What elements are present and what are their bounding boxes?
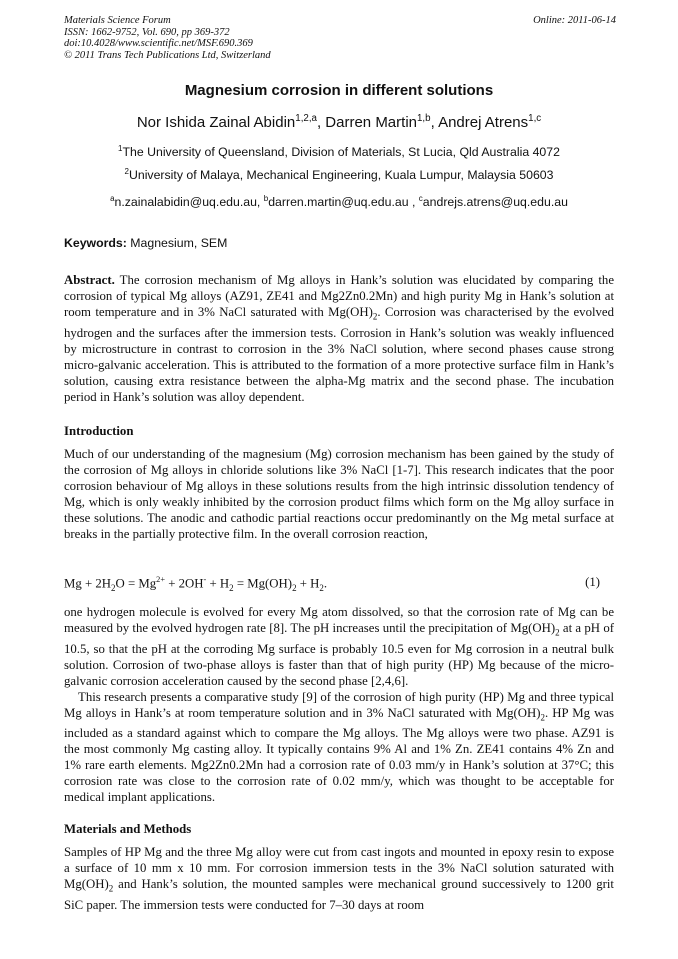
email-mark: c	[418, 194, 423, 203]
affiliation-mark: 2	[124, 167, 129, 176]
affiliation-text: The University of Queensland, Division of Materials, St Lucia, Qld Australia 4072	[122, 145, 560, 160]
page-header	[64, 15, 616, 61]
copyright-line: © 2011 Trans Tech Publications Ltd, Switzerland	[64, 49, 271, 61]
paragraph-text: Much of our understanding of the magnesium (Mg) corrosion mechanism has been gained by the study of the corrosion of Mg alloys in chloride solutions like 3% NaCl [1-7]. This research indicates that the poor corrosion behaviour of Mg alloys in these solutions results from the high intrinsic dissolution tendency of Mg, which is only weakly inhibited by the corrosion product films which form on the Mg alloy surface in these solutions. The anodic and cathodic partial reactions occur predominantly on the Mg metal surface at breaks in the partially protective film. In the overall corrosion reaction,	[64, 447, 614, 541]
author-name: Darren Martin	[325, 114, 417, 131]
paragraph-text: one hydrogen molecule is evolved for every Mg atom dissolved, so that the corrosion rate of Mg can be measured by the evolved hydrogen rate [8]. The pH increases until the precipitation of $Mg(OH)_2$ at a pH of 10.5, so that the pH at the corroding Mg surface is probably 10.5 even for Mg corrosion in a neutral bulk solution. Corrosion of two-phase alloys is faster than that of high purity (HP) Mg because of the micro-galvanic corrosion acceleration caused by the second phase [2,4,6].	[64, 605, 614, 688]
author-affiliation-mark: 1,c	[528, 113, 542, 124]
equation-1: $Mg + 2H_2O = Mg^{2+} + 2OH^- + H_2 = Mg(OH)_2 + H_2$. (1)	[64, 575, 600, 593]
introduction-continuation	[64, 604, 614, 805]
email-list	[0, 194, 678, 209]
issn-line: ISSN: 1662-9752, Vol. 690, pp 369-372	[64, 26, 230, 38]
author-affiliation-mark: 1,b	[417, 113, 431, 124]
abstract-label: Abstract.	[64, 273, 115, 287]
author-name: Andrej Atrens	[438, 114, 529, 131]
email-mark: b	[263, 194, 269, 203]
keywords	[64, 236, 227, 250]
author-name: Nor Ishida Zainal Abidin	[136, 114, 296, 131]
author-affiliation-mark: 1,2,a	[295, 113, 317, 124]
email-address: darren.martin@uq.edu.au ,	[268, 195, 416, 210]
introduction-paragraph	[64, 446, 614, 542]
affiliation-2	[0, 167, 678, 182]
equation-number: (1)	[585, 575, 600, 589]
section-heading-methods: Materials and Methods	[64, 822, 192, 836]
journal-name: Materials Science Forum	[64, 15, 171, 26]
paper-title: Magnesium corrosion in different solutions	[184, 82, 494, 99]
author-list: Nor Ishida Zainal Abidin$^{1,2,a}$, Darren Martin$^{1,b}$, Andrej Atrens$^{1,c}$	[136, 113, 542, 131]
affiliation-mark: 1	[118, 144, 123, 153]
section-heading-introduction: Introduction	[64, 424, 134, 438]
email-address: andrejs.atrens@uq.edu.au	[422, 195, 568, 210]
paragraph-text: This research presents a comparative study [9] of the corrosion of high purity (HP) Mg and three typical Mg alloys in Hank’s at room temperature solution and in 3% NaCl saturated with $Mg(OH)_2$. HP Mg was included as a standard against which to compare the Mg alloys. The Mg alloys were two phase. AZ91 is the most commonly Mg casting alloy. It typically contains 9% Al and 1% Zn. ZE41 contains 4% Zn and 1% rare earth elements. Mg2Zn0.2Mn had a corrosion rate of 0.03 mm/y in Hank’s solution at 37°C; this corrosion rate was close to the corrosion rate of 0.02 mm/y, which was thought to be acceptable for medical implant applications.	[64, 689, 615, 805]
subscript: 2	[372, 311, 378, 322]
keywords-label: Keywords:	[64, 236, 127, 250]
email-address: n.zainalabidin@uq.edu.au,	[114, 195, 261, 210]
online-date: Online: 2011-06-14	[533, 15, 616, 26]
abstract-text: . Corrosion was characterised by the evolved hydrogen and the surfaces after the immersion tests. Corrosion in Hank’s solution was weakly influenced by microstructure in contrast to corrosion in the 3% NaCl solution, where second phases cause strong micro-galvanic acceleration. This is attributed to the formation of a more protective surface film in Hank’s solution, causing extra resistance between the alpha-Mg matrix and the second phase. The incubation period in Hank’s solution was alloy dependent.	[64, 305, 614, 404]
affiliation-text: University of Malaya, Mechanical Engineering, Kuala Lumpur, Malaysia 50603	[128, 168, 554, 183]
affiliation-1	[0, 144, 678, 159]
email-mark: a	[110, 194, 115, 203]
abstract	[64, 272, 614, 405]
keywords-text: Magnesium, SEM	[130, 236, 228, 250]
doi-line: doi:10.4028/www.scientific.net/MSF.690.369	[64, 38, 253, 49]
methods-paragraph	[64, 844, 614, 913]
abstract-text: The corrosion mechanism of Mg alloys in Hank’s solution was elucidated by comparing the corrosion of typical Mg alloys (AZ91, ZE41 and Mg2Zn0.2Mn) and high purity Mg in Hank’s solution at room temperature and in 3% NaCl saturated with Mg(OH)	[64, 273, 614, 319]
paragraph-text: Samples of HP Mg and the three Mg alloy were cut from cast ingots and mounted in epoxy resin to expose a surface of 10 mm x 10 mm. For corrosion immersion tests in the 3% NaCl solution saturated with $Mg(OH)_2$ and Hank’s solution, the mounted samples were mechanical ground successively to 1200 grit SiC paper. The immersion tests were conducted for 7–30 days at room	[64, 845, 614, 912]
